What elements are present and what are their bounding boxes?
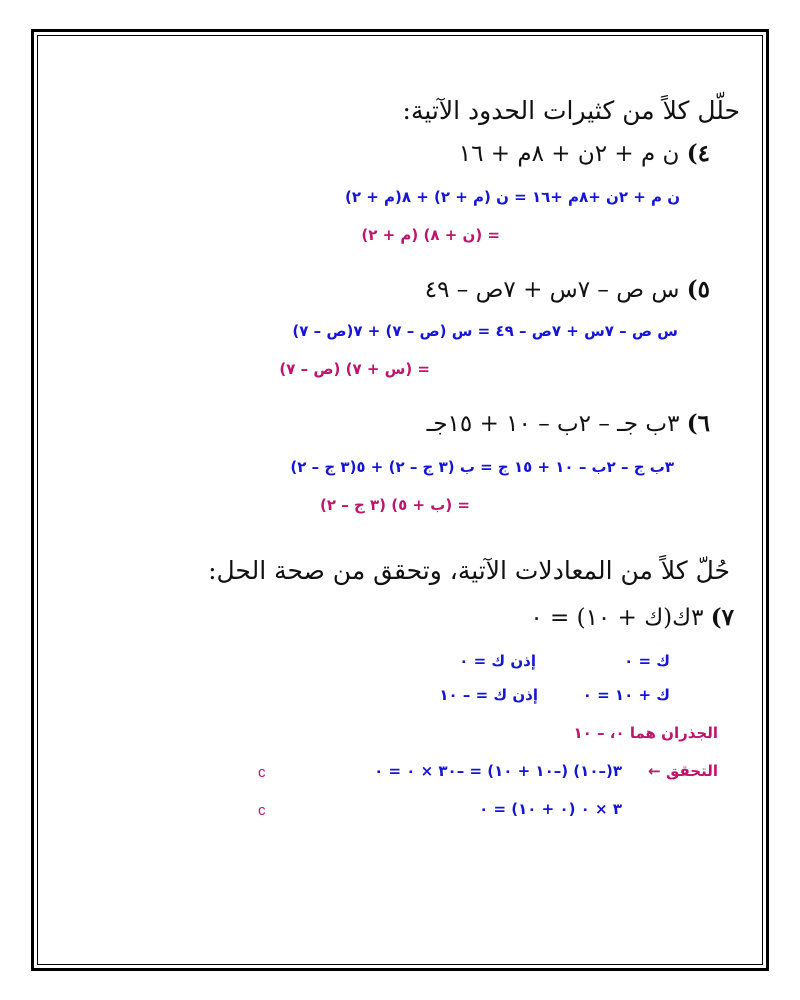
section-heading-equations: حُلّ كلاً من المعادلات الآتية، وتحقق من صحة الحل: [208,556,730,585]
check-mark: c [258,802,266,819]
solution-result: = (س + ٧) (ص – ٧) [279,360,430,378]
problem-6 [427,410,710,437]
solution-step: س ص – ٧س + ٧ص – ٤٩ = س (ص – ٧) + ٧(ص – ٧) [292,322,678,340]
problem-expression: س ص – ٧س + ٧ص – ٤٩ [424,277,680,303]
solution-result: = (ب + ٥) (٣ ج – ٢) [320,496,470,514]
equation-step-2-left: ك + ١٠ = ٠ [582,686,670,704]
problem-number: ٦) [686,410,710,437]
equation-step-1-left: ك = ٠ [624,652,670,670]
check-line-2: ٣ × ٠ (٠ + ١٠) = ٠ [479,800,622,818]
solution-step: ٣ب ج – ٢ب – ١٠ + ١٥ ج = ب (٣ ج – ٢) + ٥(٣ ج – ٢) [290,458,674,476]
problem-4 [459,140,710,167]
problem-number: ٥) [686,276,710,303]
problem-number: ٧) [710,604,734,631]
roots-statement: الجذران هما ٠، – ١٠ [573,724,718,742]
solution-step: ن م + ٢ن +٨م +١٦ = ن (م + ٢) + ٨(م + ٢) [344,188,680,206]
equation-step-1-right: إذن ك = ٠ [459,652,536,670]
problem-expression: ٣ك(ك + ١٠) = ٠ [530,605,704,631]
problem-number: ٤) [686,140,710,167]
check-line-1: ٣(–١٠) (–١٠ + ١٠) = –٣٠ × ٠ = ٠ [374,762,622,780]
section-heading-factorize: حلّل كلاً من كثيرات الحدود الآتية: [402,96,740,125]
problem-7 [530,604,734,631]
equation-step-2-right: إذن ك = – ١٠ [439,686,538,704]
check-mark: c [258,764,266,781]
solution-result: = (ن + ٨) (م + ٢) [361,226,500,244]
problem-5 [425,276,710,303]
problem-expression: ٣ب جـ – ٢ب – ١٠ + ١٥جـ [426,411,680,437]
problem-expression: ن م + ٢ن + ٨م + ١٦ [458,141,680,167]
check-label: التحقق ← [648,762,718,780]
